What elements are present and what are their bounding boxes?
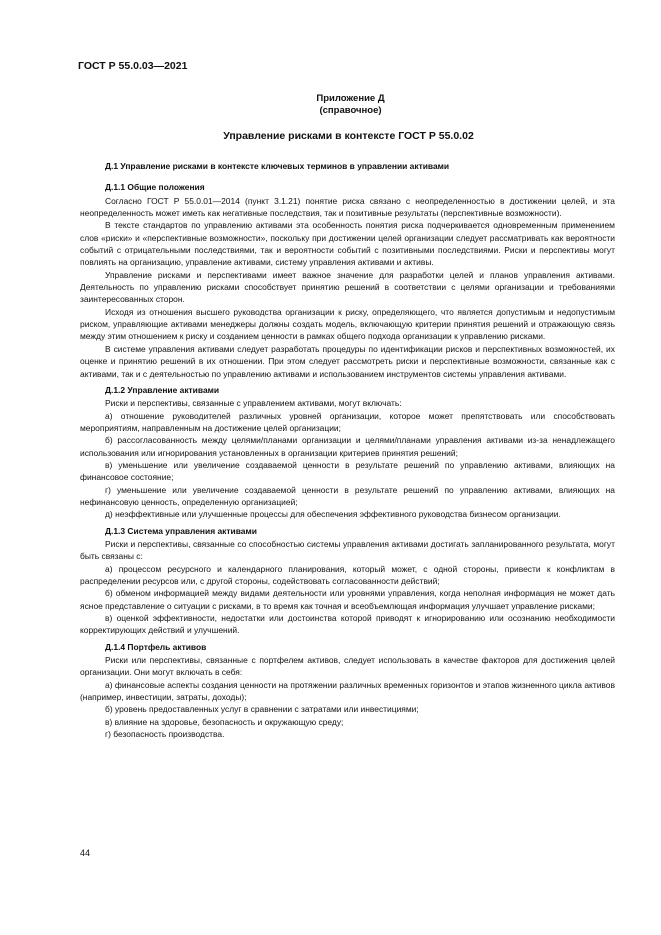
paragraph: Согласно ГОСТ Р 55.0.01—2014 (пункт 3.1.21) понятие риска связано с неопределенностью в достижении целей, и эта неопределенность может иметь как негативные последствия, так и позитивные результаты (перспективные возможности). [80,195,615,219]
appendix-heading [0,93,661,117]
paragraph: В тексте стандартов по управлению активами эта особенность понятия риска подчеркивается одновременным применением слов «риски» и «перспективные возможности», поскольку при достижении целей организации следует рассматривать как вероятности событий с отрицательными последствиями, так и вероятности событий с позитивными последствиями. Риски и перспективы могут повлиять на организацию, управление активами, систему управления активами и активы. [80,220,615,268]
paragraph: а) финансовые аспекты создания ценности на протяжении различных временных горизонтов и этапов жизненного цикла активов (например, инвестиции, затраты, доходы); [80,679,615,703]
paragraph: В системе управления активами следует разработать процедуры по идентификации рисков и перспективных возможностей, их оценке и принятию решений в их отношении. При этом следует рассмотреть риски и перспективные возможности, связанные как с активами, так и с деятельностью по управлению активами и использованием инструментов системы управления активами. [80,343,615,379]
paragraph: д) неэффективные или улучшенные процессы для обеспечения эффективного руководства бизнесом организации. [105,509,561,520]
paragraph: Риски и перспективы, связанные со способностью системы управления активами достигать запланированного результата, могут быть связаны с: [80,538,615,562]
section-heading: Д.1.2 Управление активами [105,384,220,395]
section-heading: Д.1.1 Общие положения [105,182,205,193]
paragraph: Риски и перспективы, связанные с управлением активами, могут включать: [105,398,402,409]
standard-header: ГОСТ Р 55.0.03—2021 [78,60,188,72]
section-heading: Д.1.3 Система управления активами [105,525,257,536]
paragraph: Риски или перспективы, связанные с портфелем активов, следует использовать в качестве факторов для достижения целей организации. Они могут включать в себя: [80,655,615,678]
paragraph: г) уменьшение или увеличение создаваемой ценности в результате решений по управлению активами, влияющих на нефинансовую ценность, определенную организацией; [80,484,615,507]
appendix-label: Приложение Д [316,93,385,104]
paragraph: Управление рисками и перспективами имеет важное значение для разработки целей и планов управления активами. Деятельность по управлению рисками способствует принятию решений в соответствии с целями организации и требованиями заинтересованных сторон. [80,269,615,305]
page-number: 44 [80,848,91,858]
paragraph: а) отношение руководителей различных уровней организации, которое может препятствовать или способствовать мероприятиям, направленным на достижение целей организации; [80,410,615,433]
paragraph: б) обменом информацией между видами деятельности или уровнями управления, когда неполная информация не может дать ясное представление о ситуации с рисками, в то время как точная и всеобъемлющая информация улучшает управление рисками; [80,588,615,611]
paragraph: а) процессом ресурсного и календарного планирования, который может, с одной стороны, привести к конфликтам в распределении ресурсов или, с другой стороны, содействовать согласованности действий; [80,563,615,586]
document-body [80,160,615,740]
section-heading: Д.1 Управление рисками в контексте ключевых терминов в управлении активами [105,161,450,171]
section-heading: Д.1.4 Портфель активов [105,641,207,652]
appendix-kind: (справочное) [319,105,382,116]
paragraph: в) уменьшение или увеличение создаваемой ценности в результате решений по управлению активами, влияющих на финансовое состояние; [80,459,615,483]
paragraph: в) влияние на здоровье, безопасность и окружающую среду; [105,716,344,727]
paragraph: Исходя из отношения высшего руководства организации к риску, определяющего, что является допустимым и недопустимым риском, управляющие активами менеджеры должны создать модель, включающую критерии принятия решений и отражающую связь между этим отношением к риску и созданием ценности в рамках общего подхода организации к управлению рисками. [80,306,615,342]
page-title: Управление рисками в контексте ГОСТ Р 55.0.02 [223,130,474,142]
paragraph: г) безопасность производства. [105,729,225,740]
paragraph: в) оценкой эффективности, недостатки или достоинства которой приводят к игнорированию или осознанию необходимости корректирующих действий и улучшений. [80,613,615,636]
paragraph: б) уровень предоставленных услуг в сравнении с затратами или инвестициями; [105,704,419,715]
paragraph: б) рассогласованность между целями/планами организации и целями/планами управления активами из-за ненадлежащего использования или игнорирования установленных в организации критериев принятия решений; [80,435,615,458]
